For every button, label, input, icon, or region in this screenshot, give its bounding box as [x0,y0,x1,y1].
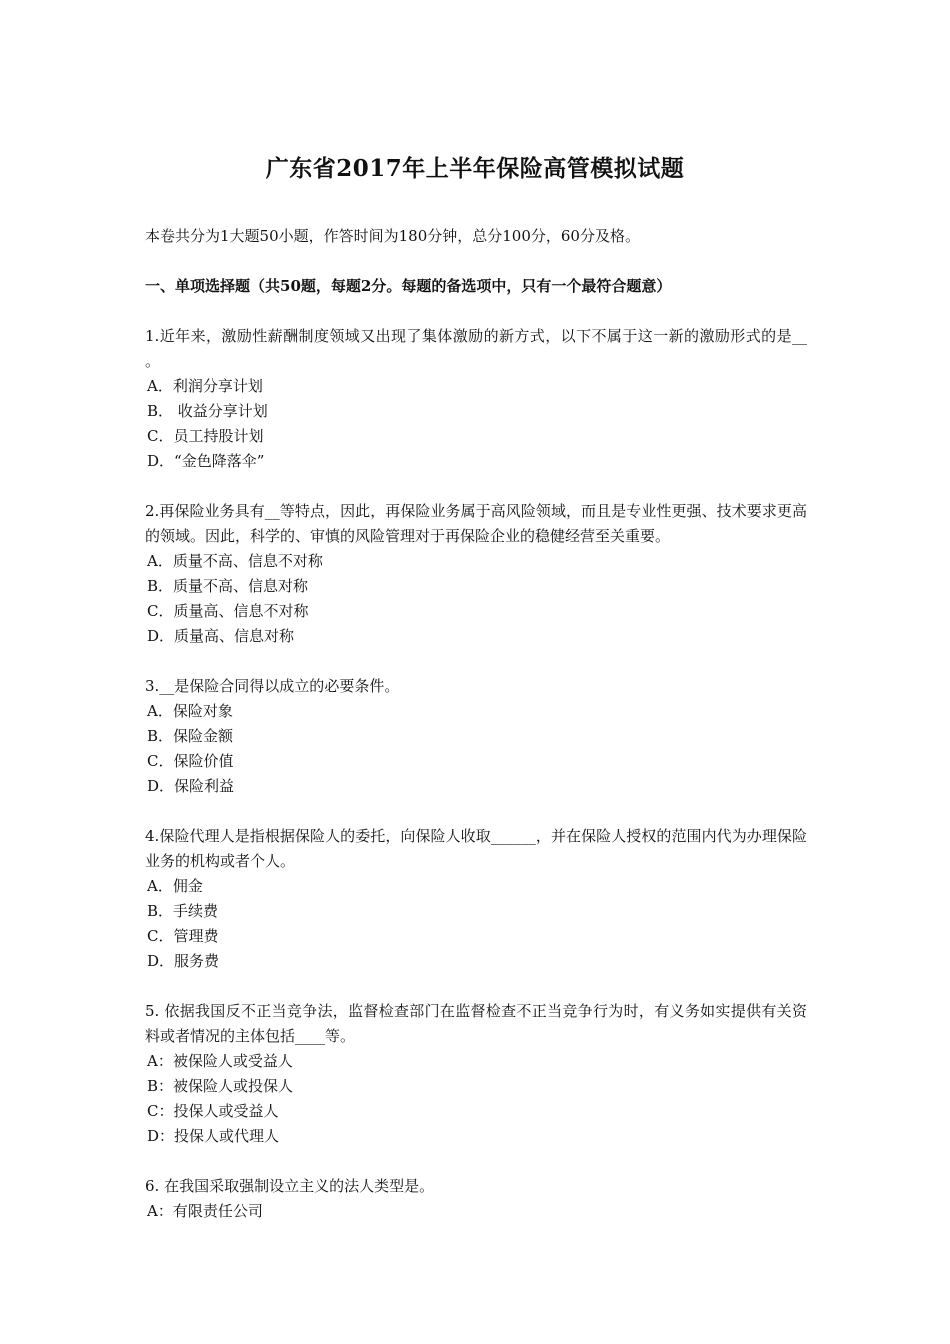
question-1 [145,324,807,474]
option-b: B．手续费 [147,902,219,920]
section-heading: 一、单项选择题（共50题，每题2分。每题的备选项中，只有一个最符合题意） [145,277,672,295]
document-title: 广东省2017年上半年保险高管模拟试题 [265,155,685,182]
question-stem: 4.保险代理人是指根据保险人的委托，向保险人收取______，并在保险人授权的范围内代为办理保险业务的机构或者个人。 [145,827,807,870]
option-a: A．质量不高、信息不对称 [147,552,323,570]
option-d: D：投保人或代理人 [147,1127,280,1145]
option-d: D．质量高、信息对称 [147,627,295,645]
option-b: B．质量不高、信息对称 [147,577,309,595]
option-c: C：投保人或受益人 [147,1102,279,1120]
document-body [145,224,807,1249]
option-c: C．保险价值 [147,752,234,770]
question-4 [145,824,807,974]
question-3 [145,674,807,799]
option-d: D．保险利益 [147,777,235,795]
option-d: D．“金色降落伞” [147,452,265,470]
option-a: A．佣金 [147,877,203,895]
option-b: B：被保险人或投保人 [147,1077,294,1095]
question-stem: 6. 在我国采取强制设立主义的法人类型是。 [145,1177,435,1195]
option-b: B．保险金额 [147,727,234,745]
option-d: D．服务费 [147,952,220,970]
option-c: C．管理费 [147,927,219,945]
option-c: C．质量高、信息不对称 [147,602,309,620]
question-stem: 3.__是保险合同得以成立的必要条件。 [145,677,400,695]
question-2 [145,499,807,649]
option-c: C．员工持股计划 [147,427,264,445]
option-a: A：被保险人或受益人 [147,1052,293,1070]
option-a: A：有限责任公司 [147,1202,263,1220]
option-b: B． 收益分享计划 [147,402,268,420]
question-stem: 5. 依据我国反不正当竞争法，监督检查部门在监督检查不正当竞争行为时，有义务如实提供有关资料或者情况的主体包括____等。 [145,1002,807,1045]
exam-intro: 本卷共分为1大题50小题，作答时间为180分钟，总分100分，60分及格。 [145,227,640,245]
question-5 [145,999,807,1149]
question-stem: 2.再保险业务具有__等特点，因此，再保险业务属于高风险领域，而且是专业性更强、技术要求更高的领域。因此，科学的、审慎的风险管理对于再保险企业的稳健经营至关重要。 [145,502,807,545]
question-stem: 1.近年来，激励性薪酬制度领域又出现了集体激励的新方式，以下不属于这一新的激励形式的是__ 。 [145,327,807,370]
option-a: A．利润分享计划 [147,377,263,395]
option-a: A．保险对象 [147,702,233,720]
question-6 [145,1174,807,1224]
